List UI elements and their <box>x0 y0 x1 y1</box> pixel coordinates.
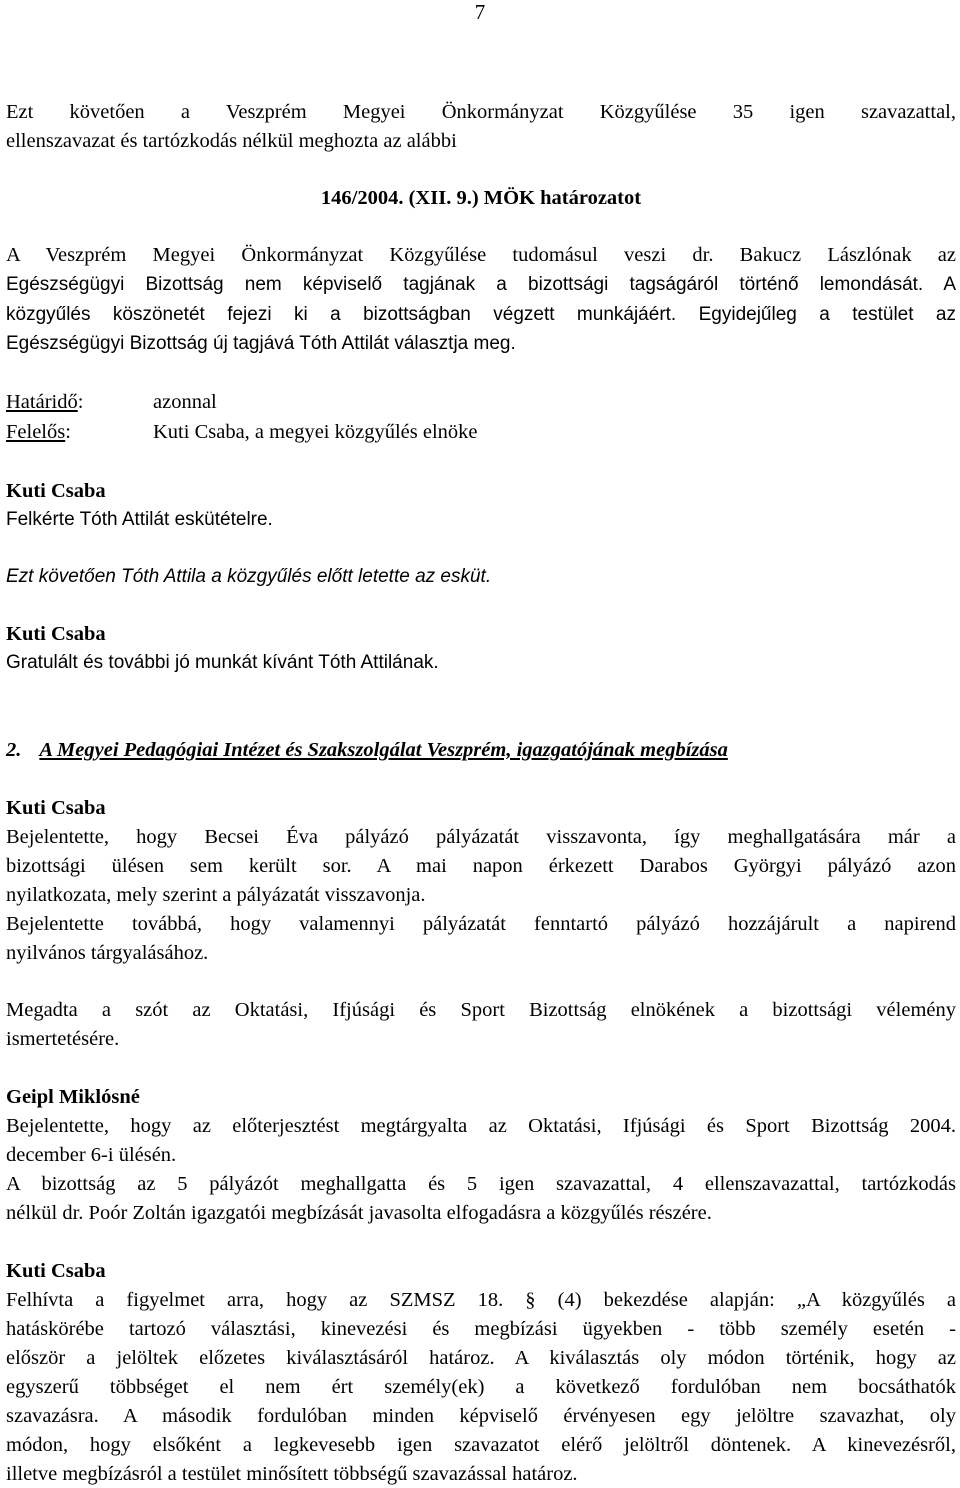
paragraph-line: Ezt követően a Veszprém Megyei Önkormányzat Közgyűlése 35 igen szavazattal, <box>6 101 956 123</box>
paragraph-line: közgyűlés köszönetét fejezi ki a bizottságban végzett munkájáért. Egyidejűleg a testület az <box>6 304 956 325</box>
responsible-colon: : <box>65 421 71 443</box>
section-heading <box>6 736 956 764</box>
paragraph-line: december 6-i ülésén. <box>6 1144 177 1166</box>
resolution-title: 146/2004. (XII. 9.) MÖK határozatot <box>320 187 642 209</box>
paragraph-line: Bejelentette, hogy Becsei Éva pályázó pályázatát visszavonta, így meghallgatására már a <box>6 826 956 848</box>
speaker-name: Kuti Csaba <box>6 1260 106 1282</box>
paragraph-line: illetve megbízásról a testület minősített többségű szavazással határoz. <box>6 1463 578 1485</box>
paragraph-line: módon, hogy elsőként a legkevesebb igen szavazatot elérő jelöltről döntenek. A kinevezésről, <box>6 1434 956 1456</box>
paragraph-line: Felhívta a figyelmet arra, hogy az SZMSZ 18. § (4) bekezdése alapján: „A közgyűlés a <box>6 1289 956 1311</box>
paragraph-line: ellenszavazat és tartózkodás nélkül meghozta az alábbi <box>6 130 457 152</box>
responsible-value: Kuti Csaba, a megyei közgyűlés elnöke <box>153 421 478 443</box>
deadline-label <box>6 388 83 416</box>
paragraph-line: nyilatkozata, mely szerint a pályázatát visszavonja. <box>6 884 426 906</box>
paragraph-line: bizottsági ülésen sem került sor. A mai napon érkezett Darabos Györgyi pályázó azon <box>6 855 956 877</box>
paragraph-line: egyszerű többséget el nem ért személy(ek) a következő fordulóban nem bocsáthatók <box>6 1376 956 1398</box>
speaker-name: Geipl Miklósné <box>6 1086 140 1108</box>
paragraph-line: először a jelöltek előzetes kiválasztásáról határoz. A kiválasztás oly módon történik, hogy az <box>6 1347 956 1369</box>
speaker-name: Kuti Csaba <box>6 480 106 502</box>
paragraph-line: A Veszprém Megyei Önkormányzat Közgyűlése tudomásul veszi dr. Bakucz Lászlónak az <box>6 244 956 266</box>
paragraph-line: Megadta a szót az Oktatási, Ifjúsági és Sport Bizottság elnökének a bizottsági vélemény <box>6 999 956 1021</box>
responsible-label <box>6 418 71 446</box>
paragraph-line: Bejelentette továbbá, hogy valamennyi pályázatát fenntartó pályázó hozzájárult a napirend <box>6 913 956 935</box>
paragraph-line: Felkérte Tóth Attilát eskütételre. <box>6 509 273 530</box>
section-number: 2. <box>6 739 22 761</box>
deadline-label-text: Határidő <box>6 391 78 413</box>
speaker-name: Kuti Csaba <box>6 797 106 819</box>
paragraph-line: Gratulált és további jó munkát kívánt Tóth Attilának. <box>6 652 439 673</box>
deadline-value: azonnal <box>153 391 217 413</box>
responsible-label-text: Felelős <box>6 421 66 443</box>
deadline-colon: : <box>77 391 84 413</box>
paragraph-line: Bejelentette, hogy az előterjesztést megtárgyalta az Oktatási, Ifjúsági és Sport Bizottság 2004. <box>6 1115 956 1137</box>
speaker-name: Kuti Csaba <box>6 623 106 645</box>
paragraph-line: nyilvános tárgyalásához. <box>6 942 209 964</box>
paragraph-line: Egészségügyi Bizottság nem képviselő tagjának a bizottsági tagságáról történő lemondását. A <box>6 274 956 295</box>
paragraph-line: szavazásra. A második fordulóban minden képviselő érvényesen egy jelöltre szavazhat, oly <box>6 1405 956 1427</box>
paragraph-line: Egészségügyi Bizottság új tagjává Tóth Attilát választja meg. <box>6 333 516 354</box>
paragraph-line: hatáskörébe tartozó választási, kinevezési és megbízási ügyekben - több személy esetén - <box>6 1318 956 1340</box>
page-number: 7 <box>474 0 486 24</box>
section-title: A Megyei Pedagógiai Intézet és Szakszolgálat Veszprém, igazgatójának megbízása <box>39 739 728 761</box>
paragraph-line: A bizottság az 5 pályázót meghallgatta és 5 igen szavazattal, 4 ellenszavazattal, tartózkodás <box>6 1173 956 1195</box>
paragraph-line: ismertetésére. <box>6 1028 120 1050</box>
oath-note: Ezt követően Tóth Attila a közgyűlés előtt letette az esküt. <box>6 566 492 587</box>
paragraph-line: nélkül dr. Poór Zoltán igazgatói megbízását javasolta elfogadásra a közgyűlés részére. <box>6 1202 712 1224</box>
